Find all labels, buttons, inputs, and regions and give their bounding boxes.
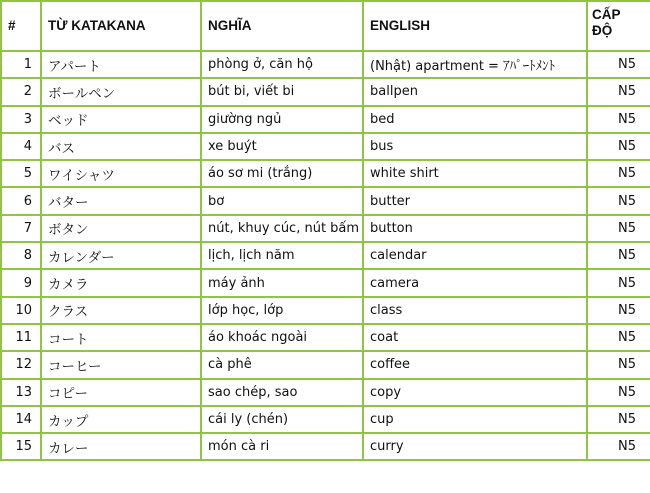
row-level: N5 bbox=[587, 215, 650, 242]
row-meaning: bút bi, viết bi bbox=[201, 78, 363, 105]
header-meaning: NGHĨA bbox=[201, 1, 363, 51]
table-row bbox=[1, 242, 650, 269]
row-katakana: コート bbox=[41, 324, 201, 351]
row-katakana: ボタン bbox=[41, 215, 201, 242]
row-meaning: cái ly (chén) bbox=[201, 406, 363, 433]
row-katakana: バター bbox=[41, 187, 201, 214]
row-number: 3 bbox=[1, 106, 41, 133]
row-meaning: áo sơ mi (trắng) bbox=[201, 160, 363, 187]
row-katakana: ボールペン bbox=[41, 78, 201, 105]
row-english: bus bbox=[363, 133, 587, 160]
row-katakana: カレンダー bbox=[41, 242, 201, 269]
row-katakana: バス bbox=[41, 133, 201, 160]
table-row bbox=[1, 51, 650, 78]
row-katakana: カップ bbox=[41, 406, 201, 433]
row-level: N5 bbox=[587, 160, 650, 187]
row-number: 11 bbox=[1, 324, 41, 351]
row-level: N5 bbox=[587, 106, 650, 133]
table-row bbox=[1, 379, 650, 406]
row-level: N5 bbox=[587, 269, 650, 296]
row-katakana: コピー bbox=[41, 379, 201, 406]
row-level: N5 bbox=[587, 78, 650, 105]
row-english: copy bbox=[363, 379, 587, 406]
row-english: white shirt bbox=[363, 160, 587, 187]
row-number: 7 bbox=[1, 215, 41, 242]
row-level: N5 bbox=[587, 379, 650, 406]
row-meaning: lớp học, lớp bbox=[201, 297, 363, 324]
row-katakana: アパート bbox=[41, 51, 201, 78]
row-number: 13 bbox=[1, 379, 41, 406]
row-level: N5 bbox=[587, 406, 650, 433]
row-level: N5 bbox=[587, 351, 650, 378]
table-header-row bbox=[1, 1, 650, 51]
table-row bbox=[1, 433, 650, 460]
row-meaning: nút, khuy cúc, nút bấm bbox=[201, 215, 363, 242]
row-english: camera bbox=[363, 269, 587, 296]
row-english: button bbox=[363, 215, 587, 242]
row-number: 8 bbox=[1, 242, 41, 269]
table-row bbox=[1, 406, 650, 433]
row-number: 9 bbox=[1, 269, 41, 296]
row-english: butter bbox=[363, 187, 587, 214]
row-level: N5 bbox=[587, 433, 650, 460]
row-meaning: giường ngủ bbox=[201, 106, 363, 133]
row-number: 12 bbox=[1, 351, 41, 378]
header-number: # bbox=[1, 1, 41, 51]
row-number: 15 bbox=[1, 433, 41, 460]
row-meaning: cà phê bbox=[201, 351, 363, 378]
row-katakana: コーヒー bbox=[41, 351, 201, 378]
row-number: 4 bbox=[1, 133, 41, 160]
row-level: N5 bbox=[587, 51, 650, 78]
row-meaning: xe buýt bbox=[201, 133, 363, 160]
row-number: 14 bbox=[1, 406, 41, 433]
row-english: class bbox=[363, 297, 587, 324]
table-row bbox=[1, 187, 650, 214]
header-katakana: TỪ KATAKANA bbox=[41, 1, 201, 51]
header-level-line1: CẤP bbox=[592, 7, 621, 22]
table-row bbox=[1, 297, 650, 324]
row-english: cup bbox=[363, 406, 587, 433]
row-katakana: カレー bbox=[41, 433, 201, 460]
table-row bbox=[1, 269, 650, 296]
row-english: coat bbox=[363, 324, 587, 351]
table-row bbox=[1, 324, 650, 351]
header-english: ENGLISH bbox=[363, 1, 587, 51]
row-katakana: カメラ bbox=[41, 269, 201, 296]
row-meaning: máy ảnh bbox=[201, 269, 363, 296]
header-level bbox=[587, 1, 650, 51]
row-number: 2 bbox=[1, 78, 41, 105]
row-level: N5 bbox=[587, 242, 650, 269]
header-level-line2: ĐỘ bbox=[592, 23, 613, 38]
table-row bbox=[1, 351, 650, 378]
row-english: (Nhật) apartment = ｱﾊﾟｰﾄﾒﾝﾄ bbox=[363, 51, 587, 78]
row-english: calendar bbox=[363, 242, 587, 269]
row-meaning: món cà ri bbox=[201, 433, 363, 460]
row-level: N5 bbox=[587, 133, 650, 160]
table-row bbox=[1, 133, 650, 160]
table-row bbox=[1, 160, 650, 187]
row-meaning: áo khoác ngoài bbox=[201, 324, 363, 351]
row-katakana: クラス bbox=[41, 297, 201, 324]
row-english: ballpen bbox=[363, 78, 587, 105]
row-meaning: bơ bbox=[201, 187, 363, 214]
row-english: coffee bbox=[363, 351, 587, 378]
table-row bbox=[1, 215, 650, 242]
row-level: N5 bbox=[587, 324, 650, 351]
row-katakana: ベッド bbox=[41, 106, 201, 133]
row-english: bed bbox=[363, 106, 587, 133]
row-meaning: sao chép, sao bbox=[201, 379, 363, 406]
row-number: 1 bbox=[1, 51, 41, 78]
row-level: N5 bbox=[587, 297, 650, 324]
table-row bbox=[1, 106, 650, 133]
table-row bbox=[1, 78, 650, 105]
row-english: curry bbox=[363, 433, 587, 460]
row-meaning: phòng ở, căn hộ bbox=[201, 51, 363, 78]
row-meaning: lịch, lịch năm bbox=[201, 242, 363, 269]
row-number: 6 bbox=[1, 187, 41, 214]
row-level: N5 bbox=[587, 187, 650, 214]
row-katakana: ワイシャツ bbox=[41, 160, 201, 187]
row-number: 10 bbox=[1, 297, 41, 324]
row-number: 5 bbox=[1, 160, 41, 187]
